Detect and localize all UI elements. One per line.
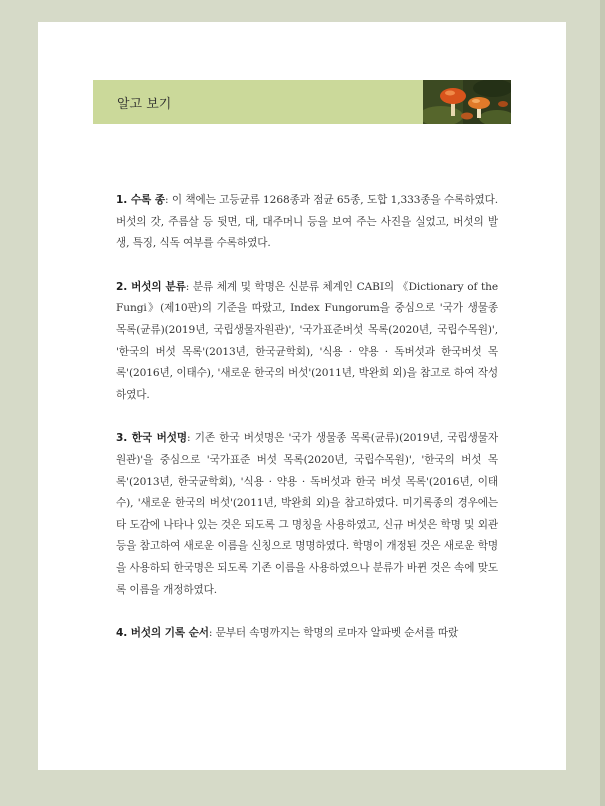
- entry-2-text: : 분류 체계 및 학명은 신분류 체계인 CABI의 《Dictionary of the Fungi》(제10판)의 기준을 따랐고, Index Fungorum을 중심으로 '국가 생물종 목록(균류)(2019년, 국립생물자원관)', '국가표준버섯 목록(2020년, 국립수목원)', '한국의 버섯 목록'(2013년, 한국균학회), '식용 · 약용 · 독버섯과 한국버섯 목록'(2016년, 이태수), '새로운 한국의 버섯'(2011년, 박완희 외)을 참고로 하여 작성하였다.: [116, 280, 498, 401]
- entry-2: [116, 277, 498, 407]
- entry-4-heading: 4. 버섯의 기록 순서: [116, 627, 209, 640]
- entry-1: [116, 190, 498, 255]
- mushroom-photo-icon: [423, 80, 511, 124]
- body-text: [116, 190, 498, 667]
- entry-1-text: : 이 책에는 고등균류 1268종과 점균 65종, 도합 1,333종을 수록하였다. 버섯의 갓, 주름살 등 뒷면, 대, 대주머니 등을 보여 주는 사진을 실었고, 버섯의 발생, 특징, 식독 여부를 수록하였다.: [116, 194, 498, 250]
- entry-3: [116, 428, 498, 601]
- scan-frame-edge: [600, 0, 605, 806]
- entry-2-heading: 2. 버섯의 분류: [116, 280, 186, 293]
- entry-3-heading: 3. 한국 버섯명: [116, 432, 187, 445]
- entry-3-text: : 기존 한국 버섯명은 '국가 생물종 목록(균류)(2019년, 국립생물자원관)'을 중심으로 '국가표준 버섯 목록(2020년, 국립수목원)', '한국의 버섯 목록'(2013년, 한국균학회), '식용 · 약용 · 독버섯과 한국 버섯 목록'(2016년, 이태수), '새로운 한국의 버섯'(2011년, 박완희 외)을 참고하였다. 미기록종의 경우에는 타 도감에 나타나 있는 것은 되도록 그 명칭을 사용하였고, 신규 버섯은 학명 및 외관 등을 참고하여 새로운 이름을 신칭으로 명명하였다. 학명이 개정된 것은 새로운 학명을 사용하되 한국명은 되도록 기존 이름을 사용하였으나 분류가 바뀐 것은 속에 맞도록 이름을 개정하였다.: [116, 432, 498, 596]
- entry-1-heading: 1. 수록 종: [116, 194, 165, 206]
- section-title: 알고 보기: [117, 97, 172, 112]
- document-page: [38, 22, 566, 770]
- section-banner: [93, 80, 511, 124]
- entry-4: [116, 623, 498, 645]
- entry-4-text: : 문부터 속명까지는 학명의 로마자 알파벳 순서를 따랐: [208, 627, 459, 640]
